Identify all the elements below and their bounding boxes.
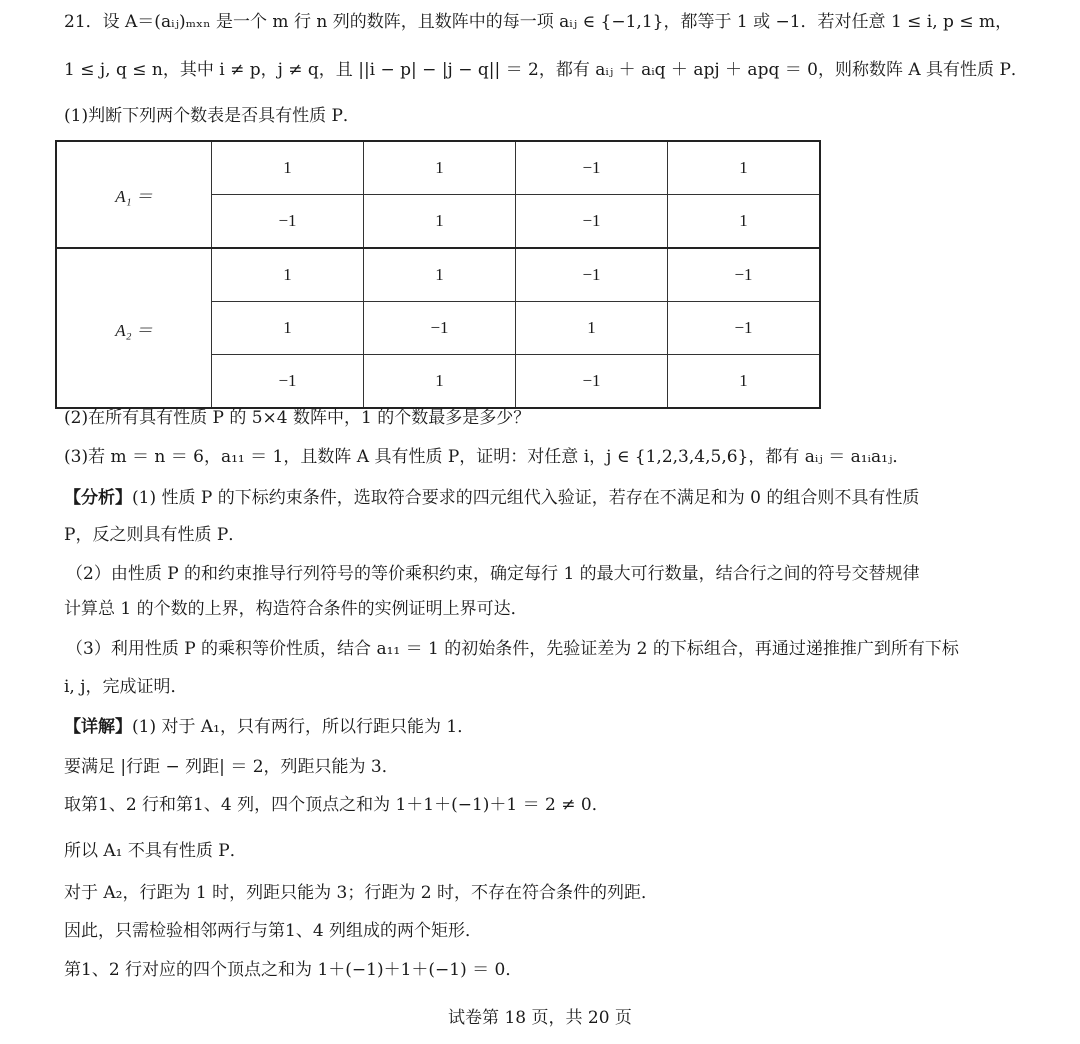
table-cell: 1 <box>364 355 516 409</box>
table-row <box>56 141 820 195</box>
table-cell: −1 <box>516 355 668 409</box>
detail-line-6: 因此，只需检验相邻两行与第1、4 列组成的两个矩形． <box>64 921 483 941</box>
table-cell: −1 <box>212 355 364 409</box>
table-cell: 1 <box>212 141 364 195</box>
problem-line-2: 1 ≤ j, q ≤ n，其中 i ≠ p，j ≠ q，且 ||i − p| − |j − q|| ＝ 2，都有 aᵢⱼ ＋ aᵢq ＋ apj ＋ apq ＝ 0，则称数阵 A 具有性质 P． <box>64 60 1028 80</box>
table-cell: −1 <box>668 248 821 302</box>
table-cell: 1 <box>364 141 516 195</box>
page-footer: 试卷第 18 页，共 20 页 <box>448 1008 632 1028</box>
matrix-label-a2: A₂ ＝ <box>56 248 212 408</box>
table-cell: 1 <box>516 302 668 355</box>
table-cell: 1 <box>364 195 516 249</box>
question-1: (1)判断下列两个数表是否具有性质 P． <box>64 106 360 126</box>
analysis-p2-line-2: 计算总 1 的个数的上界，构造符合条件的实例证明上界可达． <box>64 599 528 619</box>
question-2: (2)在所有具有性质 P 的 5×4 数阵中，1 的个数最多是多少？ <box>64 408 531 428</box>
problem-line-1: 21．设 A＝(aᵢⱼ)ₘₓₙ 是一个 m 行 n 列的数阵，且数阵中的每一项 aᵢⱼ ∈ {−1,1}，都等于 1 或 −1．若对任意 1 ≤ i, p ≤ m， <box>64 12 1013 32</box>
table-cell: 1 <box>668 195 821 249</box>
matrix-label-a1: A₁ ＝ <box>56 141 212 248</box>
detail-line-1 <box>64 714 474 740</box>
table-cell: −1 <box>668 302 821 355</box>
table-cell: −1 <box>516 141 668 195</box>
matrix-table <box>55 140 821 409</box>
table-cell: 1 <box>668 141 821 195</box>
table-cell: 1 <box>668 355 821 409</box>
detail-line-7: 第1、2 行对应的四个顶点之和为 1＋(−1)＋1＋(−1) ＝ 0． <box>64 960 523 980</box>
analysis-p3-line-2: i, j，完成证明． <box>64 677 188 697</box>
table-cell: −1 <box>364 302 516 355</box>
detail-tag: 【详解】 <box>64 717 132 737</box>
analysis-p1-line-2: P，反之则具有性质 P． <box>64 525 246 545</box>
table-row <box>56 248 820 302</box>
table-cell: 1 <box>212 302 364 355</box>
table-cell: 1 <box>212 248 364 302</box>
table-cell: −1 <box>516 195 668 249</box>
analysis-p1-line-1 <box>64 485 919 511</box>
analysis-tag: 【分析】 <box>64 488 132 508</box>
analysis-p3-line-1: （3）利用性质 P 的乘积等价性质，结合 a₁₁ ＝ 1 的初始条件，先验证差为 2 的下标组合，再通过递推推广到所有下标 <box>66 639 959 659</box>
detail-line-2: 要满足 |行距 − 列距| ＝ 2，列距只能为 3． <box>64 757 399 777</box>
analysis-p2-line-1: （2）由性质 P 的和约束推导行列符号的等价乘积约束，确定每行 1 的最大可行数量，结合行之间的符号交替规律 <box>66 564 920 584</box>
table-cell: 1 <box>364 248 516 302</box>
table-cell: −1 <box>516 248 668 302</box>
detail-line-3: 取第1、2 行和第1、4 列，四个顶点之和为 1＋1＋(−1)＋1 ＝ 2 ≠ 0． <box>64 795 609 815</box>
table-cell: −1 <box>212 195 364 249</box>
detail-text: (1) 对于 A₁，只有两行，所以行距只能为 1． <box>132 717 475 737</box>
question-3: (3)若 m ＝ n ＝ 6，a₁₁ ＝ 1，且数阵 A 具有性质 P，证明：对任意 i，j ∈ {1,2,3,4,5,6}，都有 aᵢⱼ ＝ a₁ᵢa₁ⱼ． <box>64 447 910 467</box>
detail-line-4: 所以 A₁ 不具有性质 P． <box>64 841 247 861</box>
detail-line-5: 对于 A₂，行距为 1 时，列距只能为 3；行距为 2 时，不存在符合条件的列距． <box>64 883 658 903</box>
analysis-text: (1) 性质 P 的下标约束条件，选取符合要求的四元组代入验证，若存在不满足和为 0 的组合则不具有性质 <box>132 488 920 508</box>
